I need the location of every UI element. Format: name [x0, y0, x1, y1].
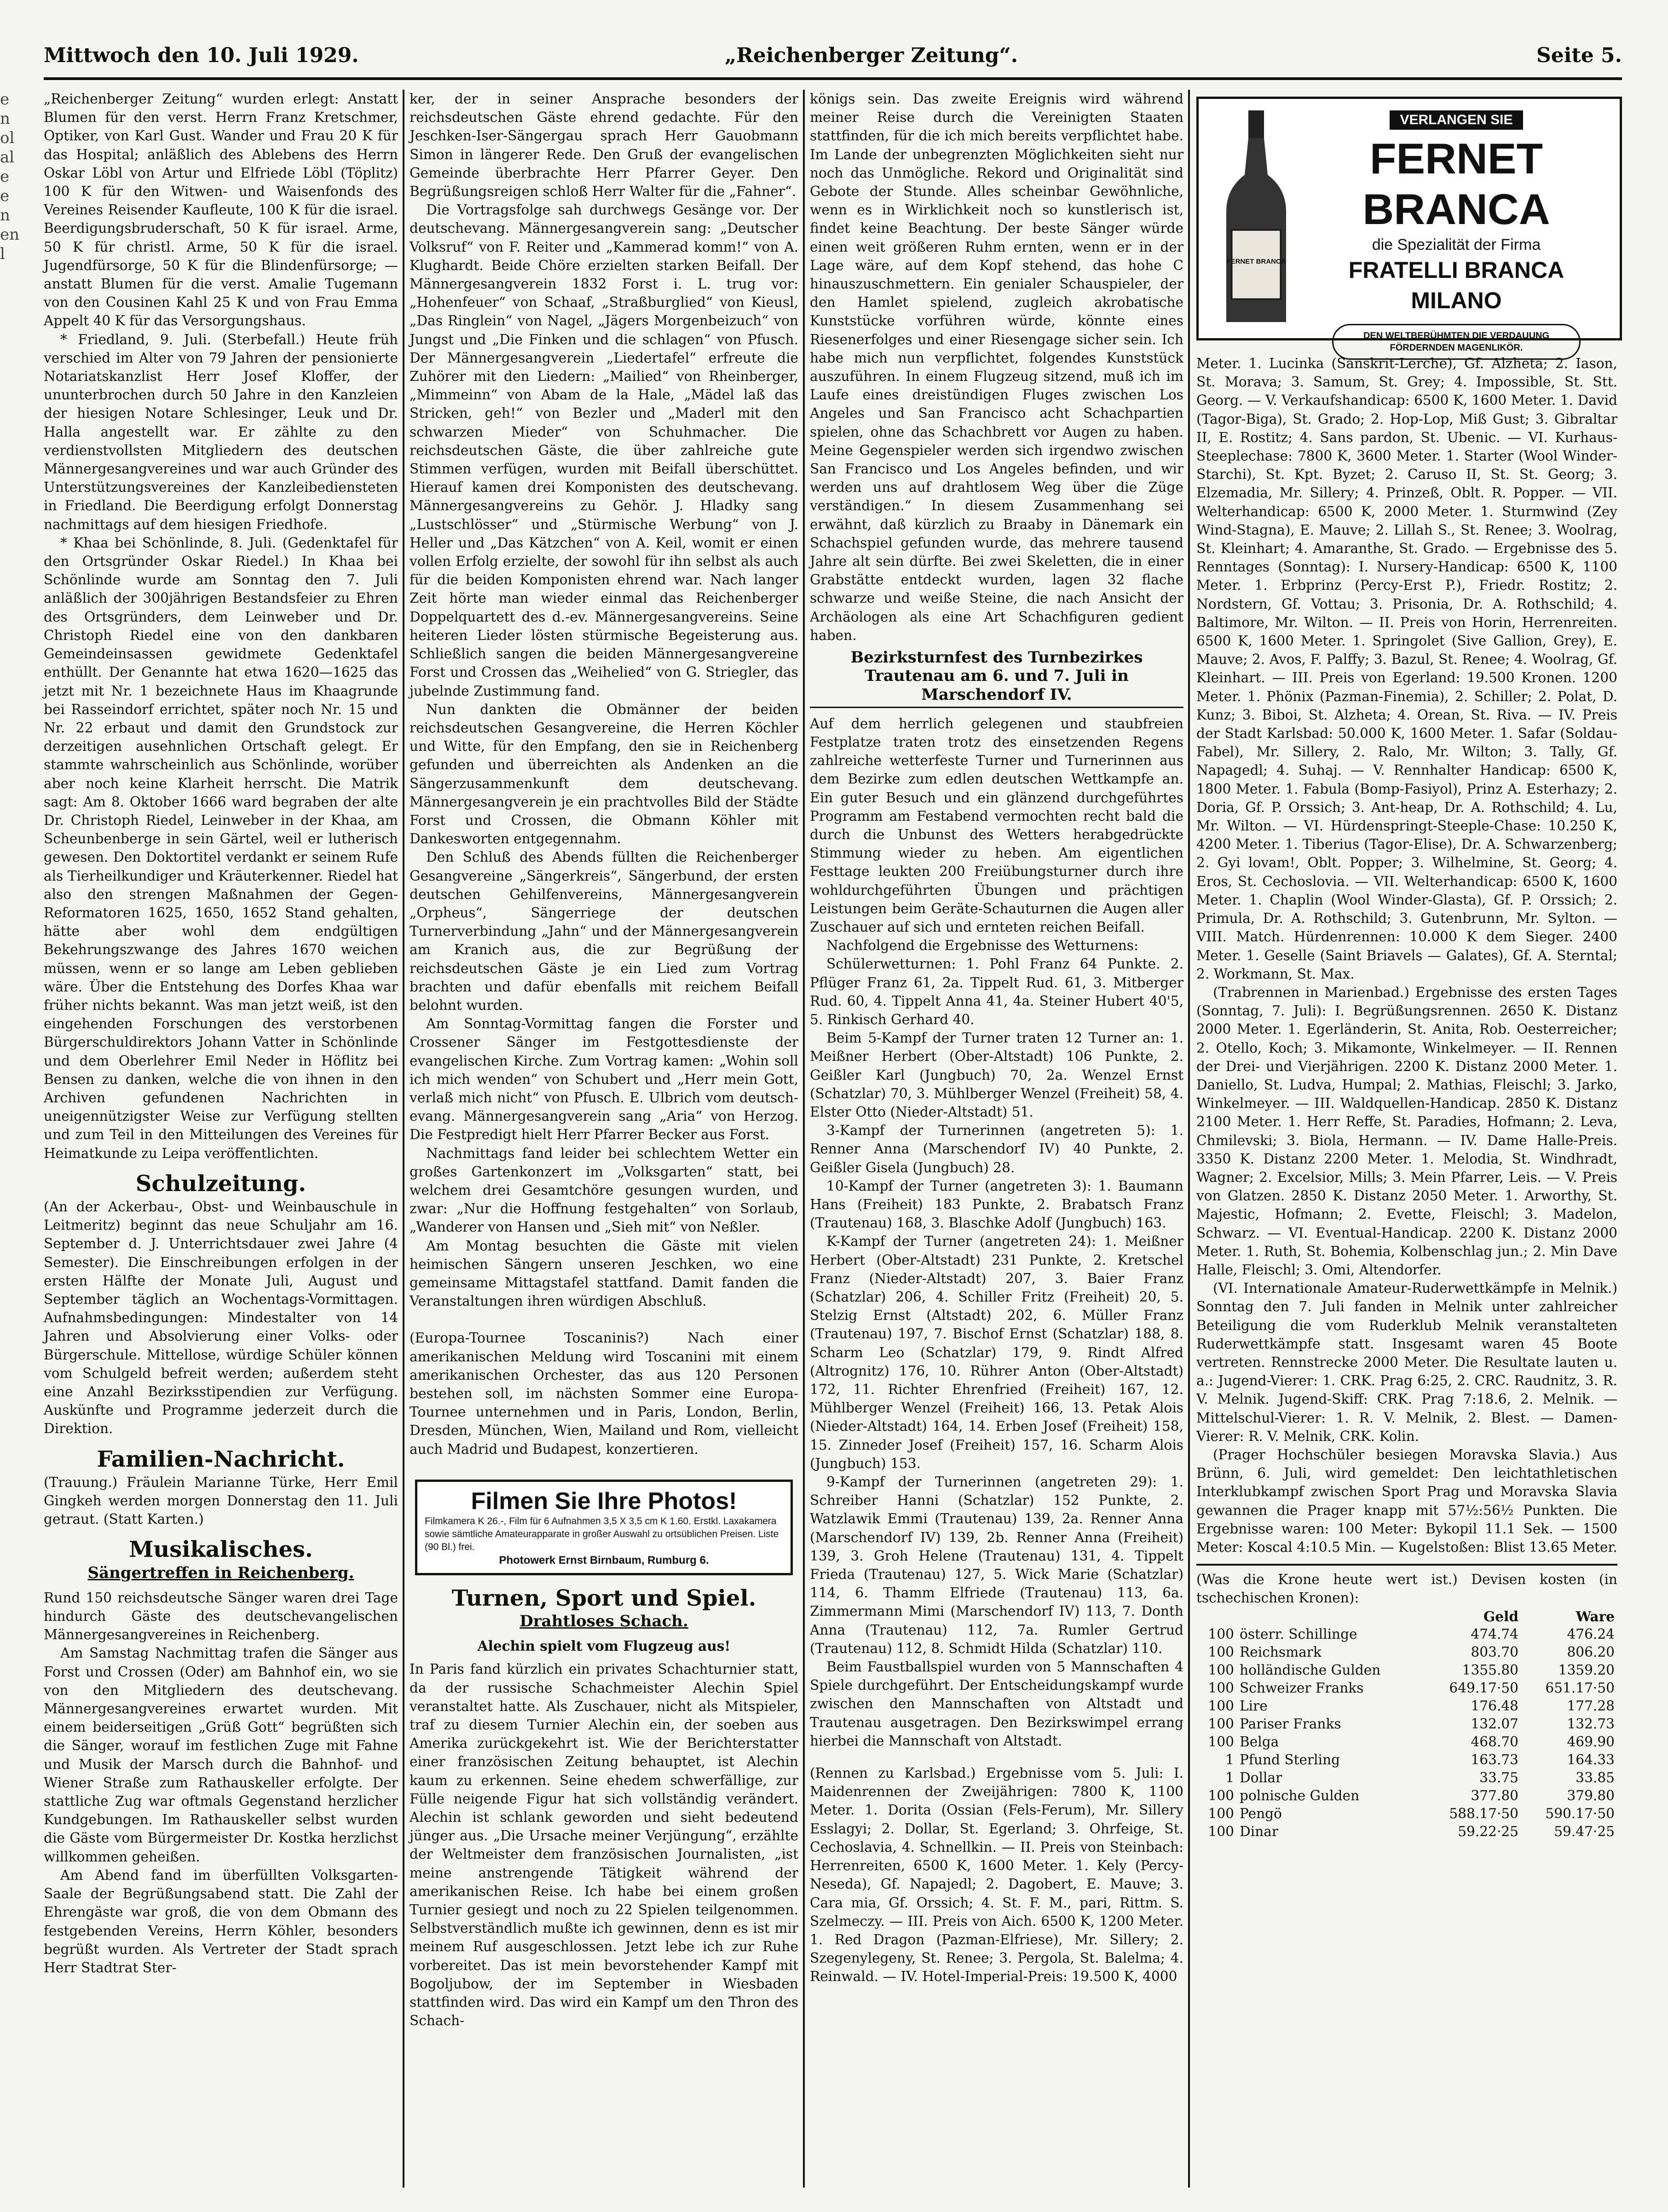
rate-quantity: 1 [1225, 1769, 1235, 1786]
rate-ware: 33.85 [1576, 1769, 1615, 1786]
article-saenger-program: Die Vortragsfolge sah durchwegs Gesänge vor. Der deutschevang. Männergesangverein sang: „Deutscher Volksruf“ von F. Reiter und „Kammerad komm!“ von A. Klughardt. Beide Chöre erzielten starken Beifall. Der Männergesangverein 1832 Forst i. L. trug vor: „Hohenfeuer“ von Schaaf, „Straßburglied“ von Kieusl, „Das Ringlein“ von Nagel, „Jägers Morgenbeizuch“ von Jungst und „Die Finken und die schlagen“ von Pfusch. Der Männergesangverein „Liedertafel“ erfreute die Zuhörer mit den Liedern: „Mailied“ von Rheinberger, „Mimmeinn“ von Abam de la Hale, „Mädel laß das Stricken, geh!“ von Bezler und „Maderl mit den schwarzen Mieder“ von Schuhmacher. Die reichsdeutschen Gäste, die über zahlreiche gute Stimmen verfügen, wurden mit Beifall überschüttet. Hierauf kamen drei Komponisten des deutschevang. Männergesangvereins zu Gehör. J. Hladky sang „Lustschlösser“ und „Stürmische Werbung“ von J. Heller und „Das Kätzchen“ von A. Keil, womit er einen vollen Erfolg erzielte, der sowohl für ihn selbst als auch für die beiden Komponisten ehrend war. Nach langer Zeit hörte man wieder einmal das Reichenberger Doppelquartett des d.-ev. Männergesangvereins. Seine heiteren Lieder lösten stürmische Begeisterung aus. Schließlich sangen die beiden Männergesangvereine Forst und Crossen das „Weihelied“ von G. Striegler, das jubelnde Zustimmung fand. [410, 202, 798, 699]
advert-photowerk-footer: Photowerk Ernst Birnbaum, Rumburg 6. [499, 1554, 709, 1567]
rate-quantity: 100 [1208, 1734, 1235, 1750]
rate-geld: 176.48 [1471, 1698, 1519, 1714]
article-turnfest: Auf dem herrlich gelegenen und staubfreien Festplatze traten trotz des einsetzenden Regens zahlreiche wetterfeste Turner und Turnerinnen aus dem Bezirke zum edlen deutschen Wettkampfe an. Ein guter Besuch und ein glänzend durchgeführtes Programm am Festabend vermochten recht bald die durch die Unbunst des Wetters herabgedrückte Stimmung wieder zu heben. Am eigentlichen Festtage leukten 200 Freiübungsturner durch ihre wohldurchgeführten Übungen und prächtigen Leistungen beim Geräte-Schauturnen die Augen aller Zuschauer auf sich und ernteten reichen Beifall. [810, 715, 1183, 935]
rate-geld: 649.17·50 [1449, 1680, 1519, 1696]
rate-ware: 1359.20 [1558, 1662, 1615, 1678]
table-row [1196, 1787, 1617, 1805]
cut-off-margin-letters: e n ol al e e n en l [0, 90, 20, 263]
table-row [1196, 1823, 1617, 1841]
table-row [1196, 1805, 1617, 1823]
rate-currency: holländische Gulden [1240, 1662, 1381, 1678]
article-saenger-1: Rund 150 reichsdeutsche Sänger waren drei Tage hindurch Gäste des deutschevangelischen Männergesangvereines in Reichenberg. [44, 1590, 398, 1643]
turnfest-results-5kampf: Beim 5-Kampf der Turner traten 12 Turner an: 1. Meißner Herbert (Ober-Altstadt) 106 Punkte, 2. Geißler Karl (Jungbuch) 70, 2a. Wenzel Ernst (Schatzlar) 70, 3. Mühlberger Wenzel (Freiheit) 58, 4. Elster Otto (Nieder-Altstadt) 51. [810, 1030, 1183, 1120]
rate-geld: 1355.80 [1462, 1662, 1519, 1678]
advert-fernet-branca [1196, 97, 1622, 353]
rate-quantity: 100 [1208, 1662, 1235, 1678]
rate-currency: Dinar [1240, 1823, 1279, 1839]
table-row [1196, 1679, 1617, 1697]
bottle-label: FERNET BRANCA [1226, 258, 1286, 265]
turnfest-results-intro: Nachfolgend die Ergebnisse des Wetturnens: [826, 938, 1138, 954]
article-karlsbad-cont: Meter. 1. Lucinka (Sanskrit-Lerche), Gf. Alzheta; 2. Iason, St. Morava; 3. Samum, St. Grey; 4. Impossible, St. Stt. Georg. — V. Verkaufshandicap: 6500 K, 1600 Meter. 1. David (Tagor-Biga), St. Grado; 2. Hop-Lop, Miß Gust; 3. Gibraltar II, E. Rostitz; 4. Sans pardon, St. Ubenic. — VI. Kurhaus-Steeplechase: 7800 K, 3600 Meter. 1. Starter (Wool Winder-Starchi), St. Kpt. Byzet; 2. Caruso II, St. St. Georg; 3. Elzemadia, Mr. Sillery; 4. Prinzeß, Oblt. R. Popper. — VII. Welterhandicap: 6500 K, 2000 Meter. 1. Sturmwind (Zey Wind-Stagna), E. Mauve; 2. Lillah S., St. Renee; 3. Woolrag, St. Kleinhart; 4. Amaranthe, St. Grado. — Ergebnisse des 5. Renntages (Sonntag): I. Nursery-Handicap: 6500 K, 1100 Meter. 1. Erbprinz (Percy-Erst P.), Friedr. Rostitz; 2. Nordstern, Gf. Vottau; 3. Prisonia, Dr. A. Rothschild; 4. Baltimore, Mr. Wilton. — II. Preis von Horin, Herrenreiten. 6500 K, 1600 Meter. 1. Springolet (Sive Gallion, Grey), E. Mauve; 2. Avos, F. Palffy; 3. Bazul, St. Renee; 4. Woolrag, Gf. Kleinhart. — III. Preis von Egerland: 19.500 Kronen. 1200 Meter. 1. Phönix (Pazman-Finemia), 2. Schiller; 2. Polat, D. Kunz; 3. Biboi, St. Alzheta; 4. Orean, St. Riva. — IV. Preis der Stadt Karlsbad: 50.000 K, 1600 Meter. 1. Safar (Soldau-Fabel), Mr. Sillery, 2. Ralo, Mr. Wilton; 3. Tally, Gf. Napagedl; 4. Suhaj. — V. Rennhalter Handicap: 6500 K, 1800 Meter. 1. Fabula (Bomp-Fasiyol), Prinz A. Esterhazy; 2. Doria, Gf. P. Orssich; 3. Ant-heap, Dr. A. Rothschild; 4. Lu, Mr. Wilton. — VI. Hürdenspringt-Steeple-Chase: 10.250 K, 4200 Meter. 1. Tiberius (Tagor-Elise), Dr. A. Schwarzenberg; 2. Gyi lovam!, Oblt. Popper; 3. Wilhelmine, St. Georg; 4. Eros, St. Cechoslovia. — VII. Welterhandicap: 6500 K, 1600 Meter. 1. Chaplin (Wool Winder-Glasta), Gf. P. Orssich; 2. Primula, Dr. A. Rothschild; 3. Gutenbrunn, Mr. Sylton. — VIII. Match. Hürdenrennen: 10.000 K dem Sieger. 2400 Meter. 1. Geselle (Saint Briavels — Galates), Gf. A. Sterntal; 2. Workmann, St. Max. [1196, 356, 1617, 982]
header-page-number: Seite 5. [1536, 44, 1622, 67]
exchange-rates-title: (Was die Krone heute wert ist.) Devisen kosten (in tschechischen Kronen): [1196, 1572, 1617, 1606]
rate-quantity: 100 [1208, 1626, 1235, 1642]
turnfest-results-schueler: Schülerwetturnen: 1. Pohl Franz 64 Punkte. 2. Pflüger Franz 61, 2a. Tippelt Rud. 61, 3. Mitberger Rud. 60, 4. Tippelt Anna 41, 4a. Steiner Hubert 40'5, 5. Rinkisch Gerhard 40. [810, 956, 1183, 1027]
table-row [1196, 1733, 1617, 1751]
rate-currency: Pariser Franks [1240, 1716, 1341, 1732]
table-row [1196, 1697, 1617, 1715]
column-divider [403, 90, 404, 2188]
rate-ware: 476.24 [1567, 1626, 1615, 1642]
rate-quantity: 100 [1208, 1805, 1235, 1821]
rate-currency: Pengö [1240, 1805, 1282, 1821]
rate-currency: polnische Gulden [1240, 1787, 1360, 1803]
column-divider [1188, 90, 1190, 2188]
advert-spezialitaet: die Spezialität der Firma [1372, 236, 1541, 253]
rate-currency: Reichsmark [1240, 1644, 1322, 1660]
section-heading-sport: Turnen, Sport und Spiel. [451, 1585, 756, 1611]
advert-firm: FRATELLI BRANCA MILANO [1348, 257, 1564, 313]
rate-geld: 377.80 [1471, 1787, 1519, 1803]
rate-ware: 469.90 [1567, 1734, 1615, 1750]
rate-quantity: 100 [1208, 1823, 1235, 1839]
rate-quantity: 100 [1208, 1698, 1235, 1714]
rate-ware: 590.17·50 [1545, 1805, 1615, 1821]
rate-ware: 379.80 [1567, 1787, 1615, 1803]
column-4 [1196, 354, 1617, 1841]
advert-photowerk-title: Filmen Sie Ihre Photos! [471, 1487, 737, 1515]
article-saenger-closing: Den Schluß des Abends füllten die Reichenberger Gesangvereine „Sängerkreis“, Sängerbund, der ersten deutschen Gehilfenvereins, Männergesangverein „Orpheus“, Sängerriege der deutschen Turnerverbindung „Jahn“ und der Männergesangverein am Kranich aus, die zur Begrüßung der reichsdeutschen Gäste je ein Lied zum Vortrag brachten und dafür ebenfalls mit reichem Beifall belohnt wurden. [410, 849, 798, 1013]
article-saenger-sunday: Am Sonntag-Vormittag fangen die Forster und Crossener Sänger im Festgottesdienste der evangelischen Kirche. Zum Vortrag kamen: „Wohin soll ich mich wenden“ von Schubert und „Herr mein Gott, verlaß mich nicht“ von Pfusch. E. Ulbrich vom deutsch-evang. Männergesangverein sang „Aria“ von Herzog. Die Festpredigt hielt Herr Pfarrer Becker aus Forst. [410, 1016, 798, 1143]
column-divider [803, 90, 805, 2188]
table-row [1196, 1751, 1617, 1769]
article-friedland: * Friedland, 9. Juli. (Sterbefall.) Heute früh verschied im Alter von 79 Jahren der pensionierte Notariatskanzlist Herr Josef Kloffer, der ununterbrochen durch 50 Jahre in den Kanzleien der hiesigen Notare Schlesinger, Leuk und Dr. Halla angestellt war. Er zählte zu den verdienstvollsten Mitgliedern des deutschen Männergesangvereines und war auch Gründer des Unterstützungsvereines der Kanzleibediensteten in Friedland. Die Beerdigung erfolgt Donnerstag nachmittags auf dem hiesigen Friedhofe. [44, 331, 398, 532]
rate-ware: 132.73 [1567, 1716, 1615, 1732]
article-alechin-cont: königs sein. Das zweite Ereignis wird während meiner Reise durch die Vereinigten Staaten stattfinden, für die ich mich bereits verpflichtet habe. Im Lande der unbegrenzten Möglichkeiten sieht nur noch das Unmögliche. Rekord und Originalität sind Gebote der Stunde. Alles scheinbar Gewöhnliche, wenn es in Wirklichkeit noch so kunstlerisch ist, findet keine Beachtung. Der beste Sänger würde einen weit größeren Ruhm ernten, wenn er in der Lage wäre, auf dem Kopf stehend, das hohe C hinauszuschmettern. Ein genialer Schauspieler, der den Hamlet spielend, zugleich akrobatische Kunststücke vorführen würde, könnte eines Riesenerfolges und einer Riesengage sicher sein. Ich habe mich nun verpflichtet, folgendes Kunststück auszuführen. In einem Flugzeug sitzend, muß ich im Laufe eines dreistündigen Fluges zwischen Los Angeles und San Francisco acht Schachpartien spielen, ohne das Schachbrett vor Augen zu haben. Meine Gegenspieler werden sich irgendwo zwischen San Francisco und Los Angeles befinden, und wir werden uns auf drahtlosem Weg über die Züge verständigen.“ In diesem Zusammenhang sei erwähnt, daß kürzlich zu Braaby in Dänemark ein Schachspiel gefunden wurde, das mehrere tausend Jahre alt sein dürfte. Bei zwei Skeletten, die in einer Grabstätte entdeckt wurden, lagen 32 flache schwarze und weiße Steine, die nach Ansicht der Archäologen als eine Art Schachfiguren gedient haben. [810, 91, 1183, 643]
article-melnik: (VI. Internationale Amateur-Ruderwettkämpfe in Melnik.) Sonntag den 7. Juli fanden in Melnik unter zahlreicher Beteiligung die vom Ruderklub Melnik veranstalteten Ruderwettkämpfe statt. Insgesamt waren 45 Boote vertreten. Rennstrecke 2000 Meter. Die Resultate lauten u. a.: Jugend-Vierer: 1. CRK. Prag 6:25, 2. CRC. Raudnitz, 3. R. V. Melnik. Jugend-Skiff: CRK. Prag 7:18.6, 2. Melnik. — Mittelschul-Vierer: 1. R. V. Melnik, 2. Blest. — Damen-Vierer: R. V. Melnik, CRK. Kolin. [1196, 1280, 1617, 1444]
advert-brand: FERNET BRANCA [1362, 134, 1550, 233]
advert-photowerk [415, 1480, 793, 1575]
subheading-schach: Drahtloses Schach. [519, 1612, 688, 1631]
article-saenger-cont: ker, der in seiner Ansprache besonders der reichsdeutschen Gäste ehrend gedachte. Für den Jeschken-Iser-Sängergau sprach Herr Gauobmann Simon in längerer Rede. Den Gruß der evangelischen Gemeinde überbrachte Herr Pfarrer Geyer. Den Begrüßungsreigen schloß Herr Walter für die „Fahner“. [410, 91, 798, 200]
turnfest-results-10kampf: 10-Kampf der Turner (angetreten 3): 1. Baumann Hans (Freiheit) 183 Punkte, 2. Brabatsch Franz (Trautenau) 168, 3. Blaschke Adolf (Jungbuch) 163. [810, 1178, 1183, 1231]
subheading-saenger: Sängertreffen in Reichenberg. [87, 1563, 354, 1582]
table-row [1196, 1643, 1617, 1661]
advert-verlangen: VERLANGEN SIE [1390, 110, 1523, 130]
article-brno: (Prager Hochschüler besiegen Moravska Slavia.) Aus Brünn, 6. Juli, wird gemeldet: Den leichtathletischen Interklubkampf zwischen Sport Prag und Moravska Slavia gewannen die Prager knapp mit 57½:56½ Punkten. Die Ergebnisse waren: 100 Meter: Bykopil 11.1 Sek. — 1500 Meter: Koscal 4:10.5 Min. — Kugelstoßen: Blist 13.65 Meter. [1196, 1446, 1617, 1555]
article-school: (An der Ackerbau-, Obst- und Weinbauschule in Leitmeritz) beginnt das neue Schuljahr am 16. September d. J. Unterrichtsdauer zwei Jahre (4 Semester). Die Einschreibungen erfolgen in der ersten Hälfte der Monate Juli, August und September täglich an Wochentags-Vormittagen. Aufnahmsbedingungen: Mindestalter von 14 Jahren und Absolvierung einer Volks- oder Bürgerschule. Mittellose, würdige Schüler können vom Schulgeld befreit werden; außerdem steht eine Anzahl Bezirksstipendien zur Verfügung. Auskünfte und Programme jederzeit durch die Direktion. [44, 1198, 398, 1437]
table-row [1196, 1661, 1617, 1679]
column-1 [44, 90, 398, 1977]
article-saenger-monday: Am Montag besuchten die Gäste mit vielen heimischen Sängern unseren Jeschken, wo eine gemeinsame Mittagstafel stattfand. Damit fanden die Veranstaltungen ihren würdigen Abschluß. [410, 1238, 798, 1309]
rate-geld: 468.70 [1471, 1734, 1519, 1750]
rate-ware: 164.33 [1567, 1751, 1615, 1768]
page-header [44, 44, 1622, 76]
table-row [1196, 1625, 1617, 1643]
rate-geld: 588.17·50 [1449, 1805, 1519, 1821]
rate-quantity: 100 [1208, 1680, 1235, 1696]
section-heading-schulzeitung: Schulzeitung. [135, 1170, 306, 1197]
subheading-alechin: Alechin spielt vom Flugzeug aus! [477, 1638, 731, 1654]
rate-currency: Dollar [1240, 1769, 1282, 1786]
rate-geld: 163.73 [1471, 1751, 1519, 1768]
column-header-ware: Ware [1576, 1608, 1615, 1624]
column-header-geld: Geld [1483, 1608, 1519, 1624]
table-row [1196, 1715, 1617, 1733]
header-date: Mittwoch den 10. Juli 1929. [44, 44, 359, 67]
turnfest-results-9kampf: 9-Kampf der Turnerinnen (angetreten 29): 1. Schreiber Hanni (Schatzlar) 152 Punkte, 2. Watzlawik Emmi (Trautenau) 139, 2a. Renner Anna (Marschendorf IV) 139, 2b. Renner Anna (Freiheit) 139, 3. Groh Helene (Trautenau) 131, 4. Tippelt Frieda (Trautenau) 127, 5. Wick Marie (Schatzlar) 114, 6. Thamm Elfriede (Trautenau) 113, 6a. Zimmermann Mimi (Marschendorf IV) 113, 7. Donth Anna (Trautenau) 112, 7a. Rumler Gertrud (Trautenau) 112, 8. Schmidt Hilda (Schatzlar) 110. [810, 1474, 1183, 1656]
section-heading-musik: Musikalisches. [129, 1537, 313, 1563]
article-alechin: In Paris fand kürzlich ein privates Schachturnier statt, da der russische Schachmeister Alechin Spiel veranstaltet hatte. Als Zuschauer, nicht als Mitspieler, traf zu diesem Turnier Alechin ein, der soeben aus Amerika zurückgekehrt ist. Wie der Berichterstatter einer französischen Zeitung behauptet, ist Alechin kaum zu erkennen. Seine ehedem schwerfällige, zur Fülle neigende Figur hat sich vollständig verändert. Alechin ist schlank geworden und sieht bedeutend jünger aus. „Die Ursache meiner Verjüngung“, erzählte der Weltmeister dem französischen Journalisten, „ist meine anstrengende Tätigkeit während der amerikanischen Reise. Ich habe bei einem großen Turnier gesiegt und noch zu 22 Spielen teilgenommen. Selbstverständlich mußte ich gewinnen, denn es ist mir meinem Ruf ausgeschlossen. Jetzt lebe ich zur Ruhe vorbereitet. Das ist mein bevorstehender Kampf mit Bogoljubow, der im September in Wiesbaden stattfinden wird. Das wird ein Kampf um den Thron des Schach- [410, 1661, 798, 2029]
rate-ware: 177.28 [1567, 1698, 1615, 1714]
rate-geld: 33.75 [1479, 1769, 1519, 1786]
article-saenger-thanks: Nun dankten die Obmänner der beiden reichsdeutschen Gesangvereine, die Herren Köchler und Witte, für den Empfang, den sie in Reichenberg gefunden und überreichten als Andenken an die Sängerzusammenkunft dem deutschevang. Männergesangverein je ein prachtvolles Bild der Städte Forst und Crossen, die Obmann Köhler mit Dankesworten entgegennahm. [410, 701, 798, 847]
rate-currency: Belga [1240, 1734, 1279, 1750]
article-toscanini: (Europa-Tournee Toscaninis?) Nach einer amerikanischen Meldung wird Toscanini mit einem amerikanischen Orchester, das aus 120 Personen bestehen soll, im nächsten Sommer eine Europa-Tournee unternehmen und in Paris, London, Berlin, Dresden, München, Wien, Mailand und Rom, vielleicht auch Madrid und Budapest, konzertieren. [410, 1330, 798, 1457]
rate-geld: 474.74 [1471, 1626, 1519, 1642]
article-donations: „Reichenberger Zeitung“ wurden erlegt: Anstatt Blumen für den verst. Herrn Franz Kretschmer, Optiker, von Karl Gust. Wander und Frau 20 K für das Hospital; anläßlich des Ablebens des Herrn Oskar Löbl von Artur und Elfriede Löbl (Töplitz) 100 K für den Witwen- und Waisenfonds des Vereines Reisender Kaufleute, 100 K für die israel. Beerdigungsbruderschaft, 50 K für israel. Arme, 50 K für christl. Arme, 50 K für die israel. Jugendfürsorge, 50 K für die Blindenfürsorge; — anstatt Blumen für die verst. Amalie Tugemann von den Cousinen Kahl 25 K und von Frau Emma Appelt 40 K für das Versorgungshaus. [44, 91, 398, 329]
rate-quantity: 100 [1208, 1787, 1235, 1803]
rate-ware: 651.17·50 [1545, 1680, 1615, 1696]
exchange-rates-table [1196, 1607, 1617, 1841]
advert-photowerk-text: Filmkamera K 26.-, Film für 6 Aufnahmen 3,5 X 3,5 cm K 1.60. Erstkl. Laxakamera sowie sämtliche Amateurapparate in großer Auswahl zu ortsüblichen Preisen. Liste (90 Bl.) frei. [425, 1515, 779, 1552]
turnfest-faustball: Beim Faustballspiel wurden von 5 Mannschaften 4 Spiele durchgeführt. Der Entscheidungskampf wurde zwischen den Mannschaften von Altstadt und Trautenau ausgetragen. Den Bezirkswimpel errang hierbei die Mannschaft von Altstadt. [810, 1659, 1183, 1749]
rate-geld: 803.70 [1471, 1644, 1519, 1660]
rate-currency: österr. Schillinge [1240, 1626, 1357, 1642]
column-2 [410, 90, 798, 2030]
turnfest-results-kkampf: K-Kampf der Turner (angetreten 24): 1. Meißner Herbert (Ober-Altstadt) 231 Punkte, 2. Kretschel Franz (Nieder-Altstadt) 207, 3. Baier Franz (Schatzlar) 206, 4. Schiller Fritz (Freiheit) 20, 5. Stelzig Ernst (Altstadt) 202, 6. Müller Franz (Trautenau) 197, 7. Bischof Ernst (Schatzlar) 188, 8. Scharm Leo (Schatzlar) 179, 9. Rindt Alfred (Altrognitz) 176, 10. Rührer Anton (Ober-Altstadt) 172, 11. Richter Ehrenfried (Freiheit) 167, 12. Mühlberger Wenzel (Freiheit) 166, 13. Petak Alois (Nieder-Altstadt) 164, 14. Erben Josef (Freiheit) 158, 15. Zinneder Josef (Freiheit) 157, 16. Scharm Alois (Jungbuch) 153. [810, 1233, 1183, 1471]
rate-quantity: 100 [1208, 1716, 1235, 1732]
header-rule [44, 77, 1622, 80]
table-row [1196, 1769, 1617, 1787]
rate-currency: Lire [1240, 1698, 1268, 1714]
rate-geld: 59.22·25 [1458, 1823, 1519, 1839]
article-wedding: (Trauung.) Fräulein Marianne Türke, Herr Emil Gingkeh werden morgen Donnerstag den 11. Juli getraut. (Statt Karten.) [44, 1474, 398, 1527]
rate-ware: 59.47·25 [1554, 1823, 1615, 1839]
header-paper-name: „Reichenberger Zeitung“. [725, 44, 1018, 67]
heading-turnfest: Bezirksturnfest des Turnbezirkes Trautenau am 6. und 7. Juli in Marschendorf IV. [810, 648, 1183, 708]
article-marienbad: (Trabrennen in Marienbad.) Ergebnisse des ersten Tages (Sonntag, 7. Juli): I. Begrüßungsrennen. 2650 K. Distanz 2000 Meter. 1. Egerländerin, St. Anita, Rob. Oesterreicher; 2. Otello, Koch; 3. Mikamonte, Winkelmeyer. — II. Rennen der Drei- und Vierjährigen. 2200 K. Distanz 2000 Meter. 1. Daniello, St. Ludva, Humpal; 2. Mathias, Fleischl; 3. Jarko, Winkelmeyer. — III. Waldquellen-Handicap. 2850 K. Distanz 2100 Meter. 1. Herr Reffe, St. Paradies, Hofmann; 2. Leva, Chmilevski; 3. Biola, Hermann. — IV. Dame Halle-Preis. 3350 K. Distanz 2200 Meter. 1. Melodia, St. Windhradt, Wagner; 2. Excelsior, Mills; 3. Mein Pfarrer, Leis. — V. Preis von Glatzen. 2850 K. Distanz 2050 Meter. 1. Arworthy, St. Majestic, Hofmann; 2. Evette, Fleischl; 3. Madelon, Schwarz. — VI. Eventual-Handicap. 2200 K. Distanz 2000 Meter. 1. Ruth, St. Bohemia, Kolbenschlag jun.; 2. Min Dave Halle, Fleischl; 3. Omi, Altendorfer. [1196, 984, 1617, 1278]
turnfest-results-3kampf: 3-Kampf der Turnerinnen (angetreten 5): 1. Renner Anna (Marschendorf IV) 40 Punkte, 2. Geißler Gisela (Jungbuch) 28. [810, 1123, 1183, 1175]
rate-quantity: 1 [1225, 1751, 1235, 1768]
column-3 [810, 90, 1183, 1986]
article-khaa: * Khaa bei Schönlinde, 8. Juli. (Gedenktafel für den Ortsgründer Oskar Riedel.) In Khaa bei Schönlinde wurde am Sonntag den 7. Juli anläßlich der 300jährigen Bestandsfeier zu Ehren des Ortsgründers, dem Leinweber und Dr. Christoph Riedel eine von den dankbaren Gemeindeinsassen gewidmete Gedenktafel enthüllt. Der Genannte hat etwa 1620—1625 das jetzt mit Nr. 1 bezeichnete Haus im Khaagrunde bei Rasseindorf errichtet, später noch Nr. 15 und Nr. 22 erbaut und damit den Grundstock zur derzeitigen ausehnlichen Ortschaft gelegt. Er stammte wahrscheinlich aus Schönlinde, worüber aber noch keine Klarheit herrscht. Die Matrik sagt: Am 8. Oktober 1666 ward begraben der alte Dr. Christoph Riedel, Leinweber in der Khaa, am Scheunbenberge in sein Gärtel, weil er lutherisch gewesen. Den Doktortitel verdankt er seinem Rufe als Tierheilkundiger und Kräuterkenner. Riedel hat also den strengen Maßnahmen der Gegen-Reformatoren 1625, 1650, 1652 Stand gehalten, hätte aber wohl dem endgültigen Bekehrungszwange des Jahres 1670 weichen müssen, wenn er so lange am Leben geblieben wäre. Über die Entstehung des Dorfes Khaa war früher nichts bekannt. Was man jetzt weiß, ist den eingehenden Forschungen des verstorbenen Bürgerschuldirektors Johann Vatter in Schönlinde und dem Oberlehrer Emil Neder in Höflitz bei Bensen zu danken, welche die von ihnen in den Archiven gefundenen Nachrichten in uneigennützigster Weise zur Verfügung stellten und zum Teil in den Mitteilungen des Vereines für Heimatkunde zu Leipa veröffentlichten. [44, 535, 398, 1161]
advert-slogan: DEN WELTBERÜHMTEN DIE VERDAUUNG FÖRDERNDEN MAGENLIKÖR. [1332, 324, 1581, 360]
rate-currency: Pfund Sterling [1240, 1751, 1340, 1768]
article-saenger-3: Am Abend fand im überfüllten Volksgarten-Saale der Begrüßungsabend statt. Die Zahl der Ehrengäste war groß, die von dem Obmann des festgebenden Vereins, Herrn Köhler, besonders begrüßt wurden. Als Vertreter der Stadt sprach Herr Stadtrat Ster- [44, 1867, 398, 1976]
rate-ware: 806.20 [1567, 1644, 1615, 1660]
bottle-icon [1212, 110, 1300, 327]
section-heading-familien: Familien-Nachricht. [97, 1446, 345, 1472]
rate-currency: Schweizer Franks [1240, 1680, 1364, 1696]
rate-quantity: 100 [1208, 1644, 1235, 1660]
article-saenger-2: Am Samstag Nachmittag trafen die Sänger aus Forst und Crossen (Oder) am Bahnhof ein, wo sie von den Mitgliedern des deutschevang. Männergesangvereines erwartet wurden. Mit einem beiderseitigen „Grüß Gott“ begrüßten sich die Sänger, worauf im festlichen Zuge mit Fahne und Musik der Marsch durch die Bahnhof- und Wiener Straße zum Rathauskeller erfolgte. Der stattliche Zug war oftmals Gegenstand herzlicher Kundgebungen. Im Rathauskeller selbst wurden die Gäste vom Bürgermeister Dr. Kostka herzlichst willkommen geheißen. [44, 1645, 398, 1865]
article-saenger-afternoon: Nachmittags fand leider bei schlechtem Wetter ein großes Gartenkonzert im „Volksgarten“ statt, bei welchem drei Gesamtchöre gesungen wurden, und zwar: „Nur die Hoffnung festgehalten“ von Sorlaub, „Wanderer von Hansen und „Sieh mit“ von Neßler. [410, 1145, 798, 1235]
article-karlsbad-races: (Rennen zu Karlsbad.) Ergebnisse vom 5. Juli: I. Maidenrennen der Zweijährigen: 7800 K, 1100 Meter. 1. Dorita (Ossian (Fels-Ferum), Mr. Sillery Esslagyi; 2. Dollar, St. Egerland; 3. Ohrfeige, St. Cechoslavia, 4. Schnellkin. — II. Preis von Steinbach: Herrenreiten, 6500 K, 1600 Meter. 1. Kely (Percy-Neseda), Gf. Napajedl; 2. Dagobert, E. Mauve; 3. Cara mia, Gf. Orssich; 4. St. F. M., pari, Rittm. S. Szelmeczy. — III. Preis von Aich. 6500 K, 1200 Meter. 1. Red Dragon (Pazman-Elfriese), Mr. Sillery; 2. Szegenylegeny, St. Renee; 3. Pergola, St. Balelma; 4. Reinwald. — IV. Hotel-Imperial-Preis: 19.500 K, 4000 [810, 1765, 1183, 1985]
rate-geld: 132.07 [1471, 1716, 1519, 1732]
